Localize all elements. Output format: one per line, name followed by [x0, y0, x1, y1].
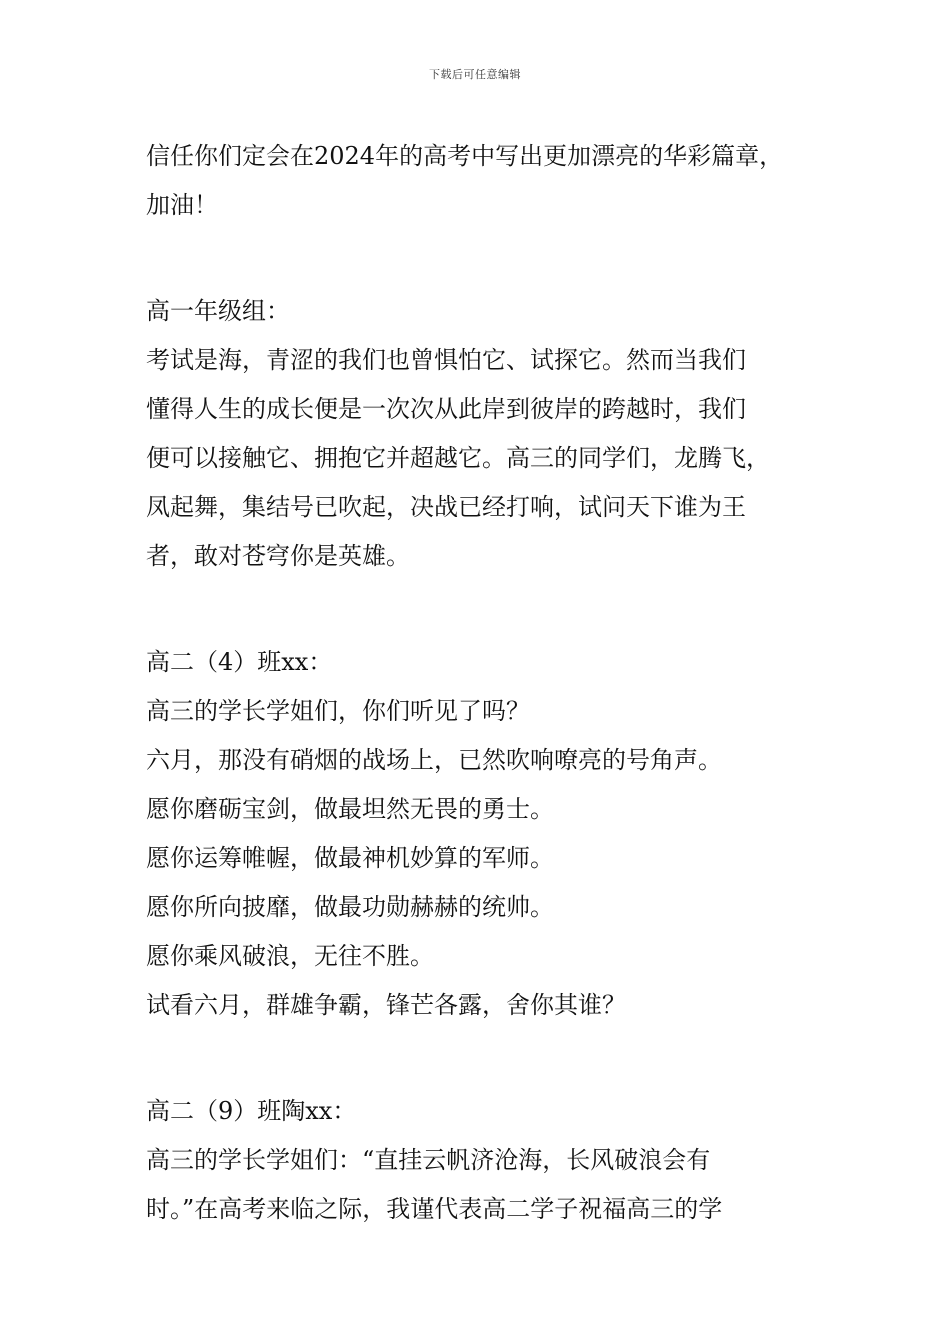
- paragraph-line: 加油！: [146, 191, 218, 219]
- paragraph-line: 便可以接触它、拥抱它并超越它。高三的同学们，龙腾飞，: [146, 444, 770, 472]
- paragraph-gap: [146, 230, 826, 287]
- section-heading: 高一年级组：: [146, 297, 290, 325]
- paragraph-line: 者，敢对苍穹你是英雄。: [146, 542, 410, 570]
- section-heading: 高二（9）班陶xx：: [146, 1097, 357, 1125]
- paragraph-gap: [146, 581, 826, 638]
- paragraph-line: 愿你乘风破浪，无往不胜。: [146, 942, 434, 970]
- page-header: 下载后可任意编辑: [429, 68, 521, 81]
- paragraph-line: 凤起舞，集结号已吹起，决战已经打响，试问天下谁为王: [146, 493, 746, 521]
- paragraph-line: 高三的学长学姐们：“直挂云帆济沧海，长风破浪会有: [146, 1146, 711, 1174]
- paragraph-line: 愿你磨砺宝剑，做最坦然无畏的勇士。: [146, 795, 554, 823]
- paragraph-line: 愿你所向披靡，做最功勋赫赫的统帅。: [146, 893, 554, 921]
- paragraph-gap: [146, 1030, 826, 1087]
- paragraph-line: 时。”在高考来临之际，我谨代表高二学子祝福高三的学: [146, 1195, 723, 1223]
- section-heading: 高二（4）班xx：: [146, 648, 333, 676]
- paragraph-line: 考试是海，青涩的我们也曾惧怕它、试探它。然而当我们: [146, 346, 746, 374]
- paragraph-line: 懂得人生的成长便是一次次从此岸到彼岸的跨越时，我们: [146, 395, 746, 423]
- paragraph-line: 试看六月，群雄争霸，锋芒各露，舍你其谁？: [146, 991, 626, 1019]
- paragraph-line: 信任你们定会在2024年的高考中写出更加漂亮的华彩篇章，: [146, 142, 784, 170]
- document-body: [146, 132, 826, 1234]
- paragraph-line: 愿你运筹帷幄，做最神机妙算的军师。: [146, 844, 554, 872]
- paragraph-line: 高三的学长学姐们，你们听见了吗？: [146, 697, 530, 725]
- paragraph-line: 六月，那没有硝烟的战场上，已然吹响嘹亮的号角声。: [146, 746, 722, 774]
